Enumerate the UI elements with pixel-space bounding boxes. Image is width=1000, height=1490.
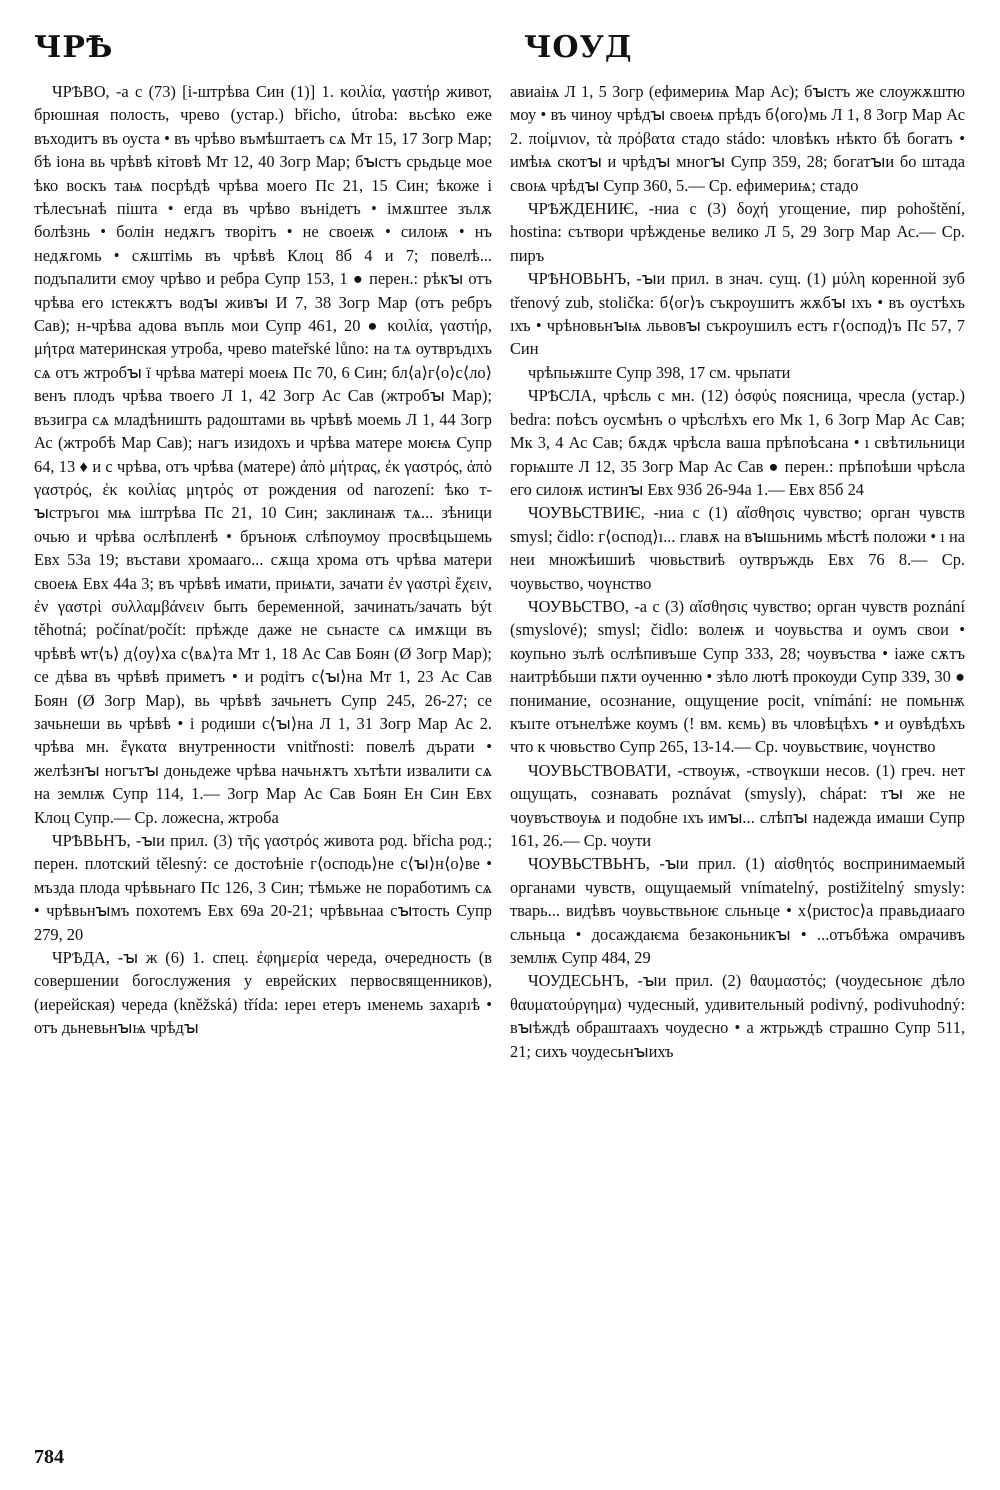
entry-chrevyn: ЧРѢВЬНЪ, -ꙑи прил. (3) τῆς γαστρός живота род. břicha род.; перен. плотский tělesný: се достоѣніе г⟨осподь⟩не с⟨ꙑ⟩н⟨о⟩ве • мъзда плода чрѣвьнаго Пс 126, 3 Син; тѣмьже не поработимъ сѧ • чрѣвьнꙑмъ похотемъ Евх 69а 20-21; чрѣвьнаа сꙑтость Супр 279, 20 bbox=[34, 831, 492, 944]
entry-chrepyashte: чрѣпьѭште Супр 398, 17 см. чрьпати bbox=[528, 362, 791, 382]
entry-chuvstvie: ЧОУВЬСТВИѤ, -ниа с (1) αἴσθησις чувство; орган чувств smysl; čidlo: г⟨оспод⟩ı... главѫ на вꙑшьнимь мѣстѣ положи • ı на неи множѣишиѣ чювьствиѣ оутвръждь Евх 76 8.— Ср. чоувьство, чоүнство bbox=[510, 503, 965, 593]
entry-chuvstvo: ЧОУВЬСТВО, -а с (3) αἴσθησις чувство; орган чувств poznání (smyslové); smysl; čidlo: волеѭ и чоувьства и оумъ свои • коупьно зълѣ ослѣпивъше Супр 333, 28; чоувъства • іаже сѫтъ наитрѣбьши пѫти оученню • зѣло лютѣ прокоуди Супр 339, 30 ● понимание, осознание, ощущение pocit, vnímání: не помьнѭ къııте отънелѣже коумъ (! вм. кємь) въ чловѣцѣхъ • и оувѣдѣхъ что к чювьство Супр 265, 13-14.— Ср. чоувьствиѥ, чоүнство bbox=[510, 596, 965, 757]
entry-chuvstvovati: ЧОУВЬСТВОВАТИ, -ствоуѭ, -ствоүкши несов. (1) греч. нет ощущать, сознавать poznávat (smysly), chápat: тꙑ же не чоувъствоуѩ и подобне ıхъ имꙑ... слѣпꙑ надежда имаши Супр 161, 26.— Ср. чоути bbox=[510, 760, 965, 850]
left-column bbox=[34, 80, 492, 1040]
entry-chudesyn: ЧОУДЕСЬНЪ, -ꙑи прил. (2) θαυμαστός; (чоудесьноѥ дѣло θαυματούργημα) чудесный, удивительный podivný, podivuhodný: вꙑѣждѣ обраштаахъ чоудесно • а жтрьждѣ страшно Супр 511, 21; сихъ чоудесьнꙑихъ bbox=[510, 971, 965, 1061]
entry-chuvstvyn: ЧОУВЬСТВЬНЪ, -ꙑи прил. (1) αἰσθητός воспринимаемый органами чувств, ощущаемый vnímatelný, postižitelný smysly: тварь... видѣвъ чоувьствьноѥ сльньце • х⟨ристос⟩а правьдиааго сльньца • досаждаѥма безаконьникꙑ • ...отъбѣжа омрачивъ землѭ Супр 484, 29 bbox=[510, 854, 965, 968]
running-headword-left: ЧРѢ bbox=[34, 30, 114, 65]
entry-chreda: ЧРѢДА, -ꙑ ж (6) 1. спец. ἐφημερία череда, очередность (в совершении богослужения у еврейских первосвященников), (иерейская) череда (kněžská) třída: ıереı етеръ ıменемь захарıѣ • отъ дьневьнꙑѩ чрѣдꙑ bbox=[34, 948, 492, 1038]
entry-chrenovyn: ЧРѢНОВЬНЪ, -ꙑи прил. в знач. сущ. (1) μύλη коренной зуб třenový zub, stolička: б⟨ог⟩ъ съкроушитъ жѫбꙑ ıхъ • въ оустѣхъ ıхъ • чрѣновьнꙑѩ львовꙑ съкроушилъ естъ г⟨оспод⟩ъ Пс 57, 7 Син bbox=[510, 269, 965, 359]
entry-chrezhdenie: ЧРѢЖДЕНИѤ, -ниа с (3) δοχή угощение, пир pohoštění, hostina: сътвори чрѣжденье велико Л 5, 29 Зогр Мар Ас.— Ср. пиръ bbox=[510, 199, 965, 265]
entry-chresla: ЧРѢСЛА, чрѣсль с мн. (12) ὀσφύς поясница, чресла (устар.) bedra: поѣсъ оусмѣнъ о чрѣслѣхъ его Мк 1, 6 Зогр Мар Ас Сав; Мк 3, 4 Ас Сав; бѫдѫ чрѣсла ваша прѣпоѣсана • ı свѣтильници горѩште Л 12, 35 Зогр Мар Ас Сав ● перен.: прѣпоѣши чрѣсла его силоѭ истинꙑ Евх 93б 26-94а 1.— Евх 85б 24 bbox=[510, 386, 965, 499]
entry-chrevo: ЧРѢВО, -а с (73) [і-штрѣва Син (1)] 1. κοιλία, γαστήρ живот, брюшная полость, чрево (устар.) břicho, útroba: вьсѣко еже въходитъ въ оуста • въ чрѣво въмѣштаетъ сѧ Мт 15, 17 Зогр Мар; бѣ іона вь чрѣвѣ кітовѣ Мт 12, 40 Зогр Мар; бꙑстъ срьдьце мое ѣко воскъ таѩ посрѣдѣ чрѣва моего Пс 21, 15 Син; ѣкоже і тѣлесънаѣ пішта • егда въ чрѣво вънідетъ • імѫштее зълѫ болѣзнь • болін недѫгъ творітъ • не своеѭ • силоѭ • нъ недѫгомь • сѫштімь въ чрѣвѣ Клоц 8б 4 и 7; повелѣ... подъпалити ємоу чрѣво и ребра Супр 153, 1 ● перен.: рѣкꙑ отъ чрѣва его ıстекѫтъ водꙑ живꙑ И 7, 38 Зогр Мар (отъ ребръ Сав); н-чрѣва адова въпль мои Супр 461, 20 ● κοιλία, γαστήρ, μήτρα материнская утроба, чрево mateřské lůno: на тѧ оутвръдıхъ сѧ отъ жтробꙑ ї чрѣва матері моеѩ Пс 70, 6 Син; бл⟨а⟩г⟨о⟩с⟨ло⟩венъ плодъ чрѣва твоего Л 1, 42 Зогр Ас Сав (жтробꙑ Мар); възигра сѧ младѣништь радоштами вь чрѣвѣ моемь Л 1, 44 Зогр Ас (жтробѣ Мар Сав); нагъ изидохъ и чрѣва матере моѥѩ Супр 64, 13 ♦ и с чрѣва, отъ чрѣва (матере) ἀπὸ μήτρας, ἐκ γαστρός, ἀπὸ γαστρός, ἐκ κοιλίας μητρός от рождения od narození: ѣко т-ꙑстръгоı мѩ іштрѣва Пс 21, 10 Син; заклинаѭ тѧ... зѣници очью и чрѣва ослѣпленѣ • бръноѭ слѣпоумоу просвѣцьшемь Евх 53а 19; въстави хромааго... сѫща хрома отъ чрѣва матери своеѩ Евх 44а 3; въ чрѣвѣ имати, приѩти, зачати ἐν γαστρὶ ἔχειν, ἐν γαστρὶ συλλαμβάνειν быть беременной, зачинать/зачать být těhotná; počínat/počít: прѣжде даже не сьнасте сѧ имѫщи въ чрѣвѣ ѡт⟨ъ⟩ д⟨оу⟩ха с⟨вѧ⟩та Мт 1, 18 Ас Сав Боян (Ø Зогр Мар); се дѣва въ чрѣвѣ приметъ • и родітъ с⟨ꙑ⟩на Мт 1, 23 Ас Сав Боян (Ø Зогр Мар), вь чрѣвѣ зачьнетъ Супр 245, 26-27; се зачьнеши вь чрѣвѣ • і родиши с⟨ꙑ⟩на Л 1, 31 Зогр Мар Ас 2. чрѣва мн. ἔγκατα внутренности vnitřnosti: повелѣ дърати • желѣзнꙑ ногътꙑ доньдеже чрѣва начьнѫтъ хътѣти извалити сѧ на землѭ Супр 114, 1.— Зогр Мар Ас Сав Боян Ен Син Евх Клоц Супр.— Ср. ложесна, жтроба bbox=[34, 82, 492, 827]
page-number: 784 bbox=[34, 1446, 64, 1468]
right-column bbox=[510, 80, 965, 1063]
running-headword-right: ЧОУД bbox=[524, 30, 633, 65]
entry-chreda-continued: авиаіѩ Л 1, 5 Зогр (ефимериѩ Мар Ас); бꙑстъ же слоужѫштю моу • въ чиноу чрѣдꙑ своеѩ прѣдъ б⟨ого⟩мь Л 1, 8 Зогр Мар Ас 2. ποίμνιον, τὰ πρόβατα стадо stádo: чловѣкъ нѣкто бѣ богатъ • имѣѩ скотꙑ и чрѣдꙑ многꙑ Супр 359, 28; богатꙑи бо штада своѩ чрѣдꙑ Супр 360, 5.— Ср. ефимериѩ; стадо bbox=[510, 82, 965, 195]
